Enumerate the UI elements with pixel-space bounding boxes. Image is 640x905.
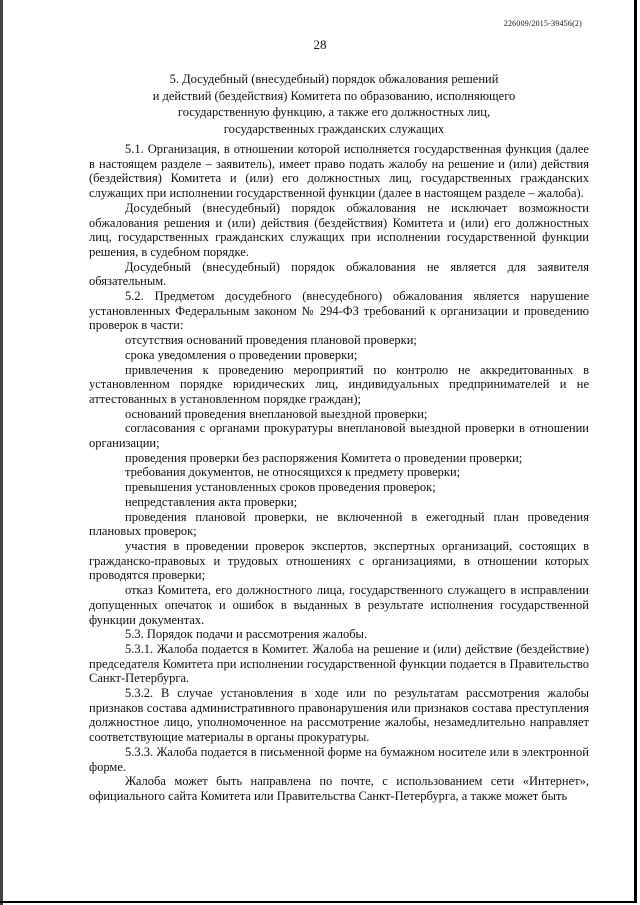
paragraph: Досудебный (внесудебный) порядок обжалования не исключает возможности обжалования решения и (или) действия (бездействия) Комитета и (или) его должностных лиц, государственных гражданских служащих при исполнении государственной функции решения, в судебном порядке. [89, 200, 589, 259]
paragraph: 5.3.3. Жалоба подается в письменной форме на бумажном носителе или в электронной форме. [89, 744, 589, 774]
paragraph: 5.2. Предметом досудебного (внесудебного) обжалования является нарушение установленных Федеральным законом № 294-ФЗ требований к организации и проведению проверок в части: [89, 289, 589, 333]
section-heading [120, 71, 548, 137]
heading-line: 5. Досудебный (внесудебный) порядок обжалования решений [169, 72, 499, 86]
paragraph: Досудебный (внесудебный) порядок обжалования не является для заявителя обязательным. [89, 259, 589, 289]
list-item: привлечения к проведению мероприятий по контролю не аккредитованных в установленном порядке юридических лиц, индивидуальных предпринимателей и не аттестованных в установленном порядке граждан); [89, 362, 589, 406]
list-item: отсутствия оснований проведения плановой проверки; [125, 333, 417, 348]
list-item: срока уведомления о проведении проверки; [125, 347, 358, 362]
list-item: отказ Комитета, его должностного лица, государственного служащего в исправлении допущенных опечаток и ошибок в выданных в результате исполнения государственной функции документах. [89, 583, 589, 627]
document-id: 226009/2015-39456(2) [503, 19, 582, 28]
list-item: проведения проверки без распоряжения Комитета о проведении проверки; [125, 450, 523, 465]
page-number: 28 [313, 37, 327, 52]
heading-line: и действий (бездействия) Комитета по образованию, исполняющего [152, 88, 516, 103]
list-item: превышения установленных сроков проведения проверок; [125, 480, 436, 495]
list-item: согласования с органами прокуратуры внеплановой выездной проверки в отношении организации; [89, 421, 589, 451]
list-item: проведения плановой проверки, не включенной в ежегодный план проведения плановых проверок; [89, 509, 589, 539]
paragraph: Жалоба может быть направлена по почте, с использованием сети «Интернет», официального сайта Комитета или Правительства Санкт-Петербурга, а также может быть [89, 774, 589, 803]
paragraph: 5.3.1. Жалоба подается в Комитет. Жалоба на решение и (или) действие (бездействие) председателя Комитета при исполнении государственной функции подается в Правительство Санкт-Петербурга. [89, 641, 589, 686]
list-item: непредставления акта проверки; [125, 494, 298, 509]
heading-line: государственную функцию, а также его должностных лиц, [177, 105, 491, 119]
list-item: оснований проведения внеплановой выездной проверки; [125, 406, 428, 421]
list-item: требования документов, не относящихся к предмету проверки; [125, 465, 461, 480]
paragraph: 5.3. Порядок подачи и рассмотрения жалобы. [125, 627, 368, 642]
list-item: участия в проведении проверок экспертов, экспертных организаций, состоящих в гражданско-правовых и трудовых отношениях с организациями, в отношении которых проводятся проверки; [89, 538, 589, 583]
heading-line: государственных гражданских служащих [223, 121, 445, 136]
document-body [89, 142, 589, 804]
paragraph: 5.1. Организация, в отношении которой исполняется государственная функция (далее в настоящем разделе – заявитель), имеет право подать жалобу на решение и (или) действия (бездействия) Комитета и (или) его должностных лиц, государственных гражданских служащих при исполнении государственной функции (далее в настоящем разделе – жалоба). [89, 142, 589, 201]
paragraph: 5.3.2. В случае установления в ходе или по результатам рассмотрения жалобы признаков состава административного правонарушения или признаков состава преступления должностное лицо, уполномоченное на рассмотрение жалобы, незамедлительно направляет соответствующие материалы в органы прокуратуры. [89, 686, 589, 745]
